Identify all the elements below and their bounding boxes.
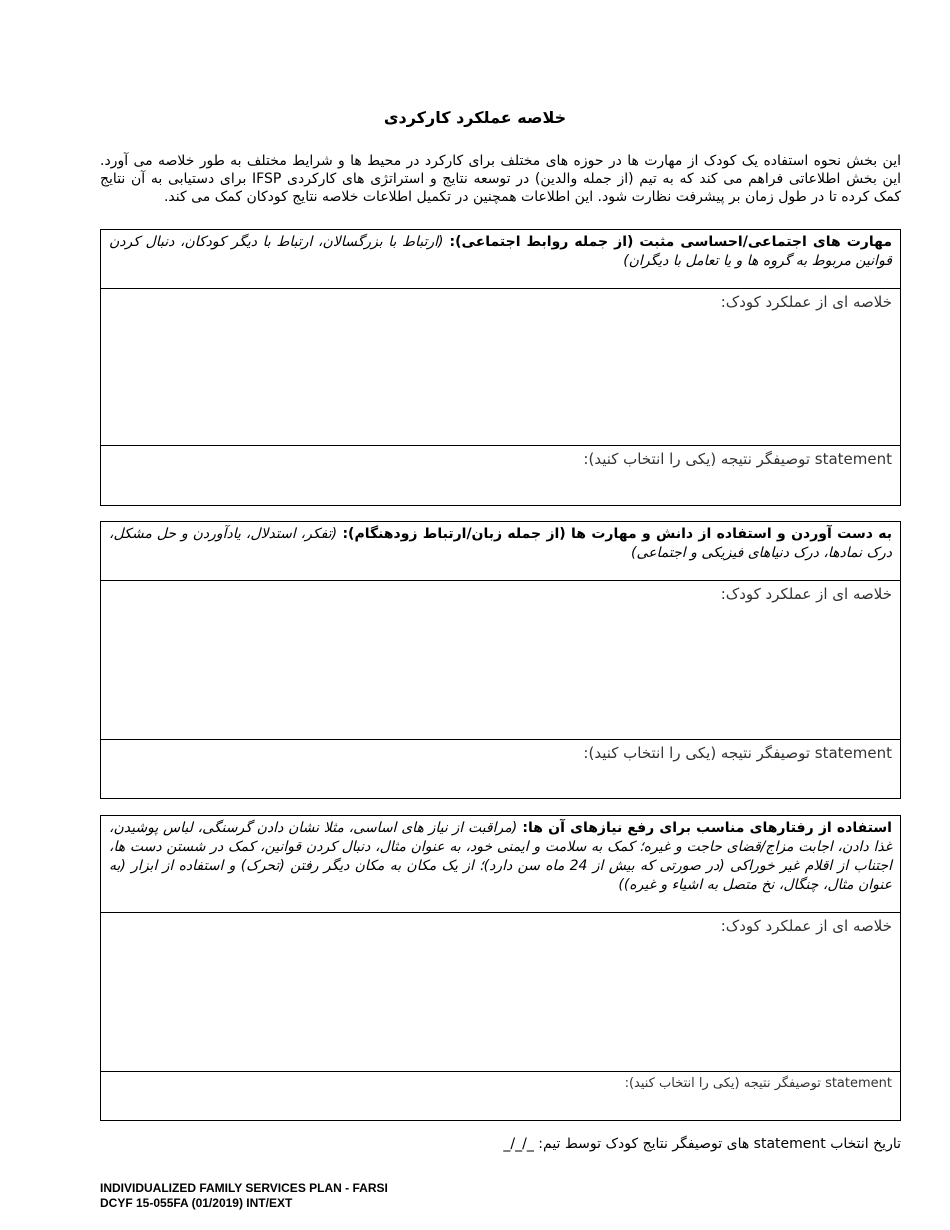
section-heading	[101, 816, 900, 913]
outcome-descriptor-label: statement توصیفگر نتیجه (یکی را انتخاب کنید):	[624, 1076, 892, 1091]
child-summary-field[interactable]	[101, 581, 900, 740]
form-title: INDIVIDUALIZED FAMILY SERVICES PLAN - FARSI	[100, 1181, 388, 1195]
intro-paragraph: این بخش نحوه استفاده یک کودک از مهارت ها در حوزه های مختلف برای کارکرد در محیط ها و شرایط مختلف به طور خلاصه می آورد. این بخش اطلاعاتی فراهم می کند که به تیم (از جمله والدین) در توسعه نتایج و استراتژی های کارکردی IFSP برای دستیابی به آن نتایج کمک کرده تا در طول زمان بر پیشرفت نظارت شود. این اطلاعات همچنین در تکمیل اطلاعات خلاصه نتایج کودکان کمک می کند.	[100, 153, 901, 205]
team-selection-date-line[interactable]: تاریخ انتخاب statement های توصیفگر نتایج کودک توسط تیم: _/_/_	[503, 1136, 901, 1152]
outcome-descriptor-field[interactable]	[101, 446, 900, 505]
section-heading-description: (ارتباط با بزرگسالان، ارتباط با دیگر کودکان، دنبال کردن قوانین مربوط به گروه ها و یا تعامل با دیگران)	[109, 234, 892, 269]
section-heading-bold: مهارت های اجتماعی/احساسی مثبت (از جمله روابط اجتماعی):	[443, 234, 892, 250]
outcome-descriptor-field[interactable]	[101, 1072, 900, 1120]
outcome-descriptor-label: statement توصیفگر نتیجه (یکی را انتخاب کنید):	[583, 744, 892, 762]
child-summary-label: خلاصه ای از عملکرد کودک:	[720, 917, 892, 935]
child-summary-field[interactable]	[101, 289, 900, 446]
section-meeting-needs	[100, 815, 901, 1121]
section-heading	[101, 230, 900, 289]
section-heading-bold: به دست آوردن و استفاده از دانش و مهارت ها (از جمله زبان/ارتباط زودهنگام):	[337, 526, 893, 542]
outcome-descriptor-label: statement توصیفگر نتیجه (یکی را انتخاب کنید):	[583, 450, 892, 468]
outcome-descriptor-field[interactable]	[101, 740, 900, 798]
section-heading	[101, 522, 900, 581]
form-identifier	[100, 1181, 388, 1211]
child-summary-label: خلاصه ای از عملکرد کودک:	[720, 585, 892, 603]
section-heading-description: (تفکر، استدلال، یادآوردن و حل مشکل، درک نمادها، درک دنیاهای فیزیکی و اجتماعی)	[109, 526, 892, 561]
section-knowledge-skills	[100, 521, 901, 799]
section-heading-description: (مراقبت از نیاز های اساسی، مثلا نشان دادن گرسنگی، لباس پوشیدن، غذا دادن، اجابت مزاج/قضای حاجت و غیره؛ کمک به سلامت و ایمنی خود، به عنوان مثال، دنبال کردن قوانین، کمک در شستن دست ها، اجتناب از اقلام غیر خوراکی (در صورتی که بیش از 24 ماه سن دارد)؛ از یک مکان به مکان دیگر رفتن (تحرک) و استفاده از ابزار (به عنوان مثال، چنگال، نخ متصل به اشیاء و غیره))	[109, 820, 892, 893]
child-summary-label: خلاصه ای از عملکرد کودک:	[720, 293, 892, 311]
section-heading-bold: استفاده از رفتارهای مناسب برای رفع نیازهای آن ها:	[517, 820, 892, 836]
section-social-emotional	[100, 229, 901, 506]
child-summary-field[interactable]	[101, 913, 900, 1072]
form-code: DCYF 15-055FA (01/2019) INT/EXT	[100, 1196, 293, 1210]
page-title: خلاصه عملکرد کارکردی	[383, 108, 567, 127]
